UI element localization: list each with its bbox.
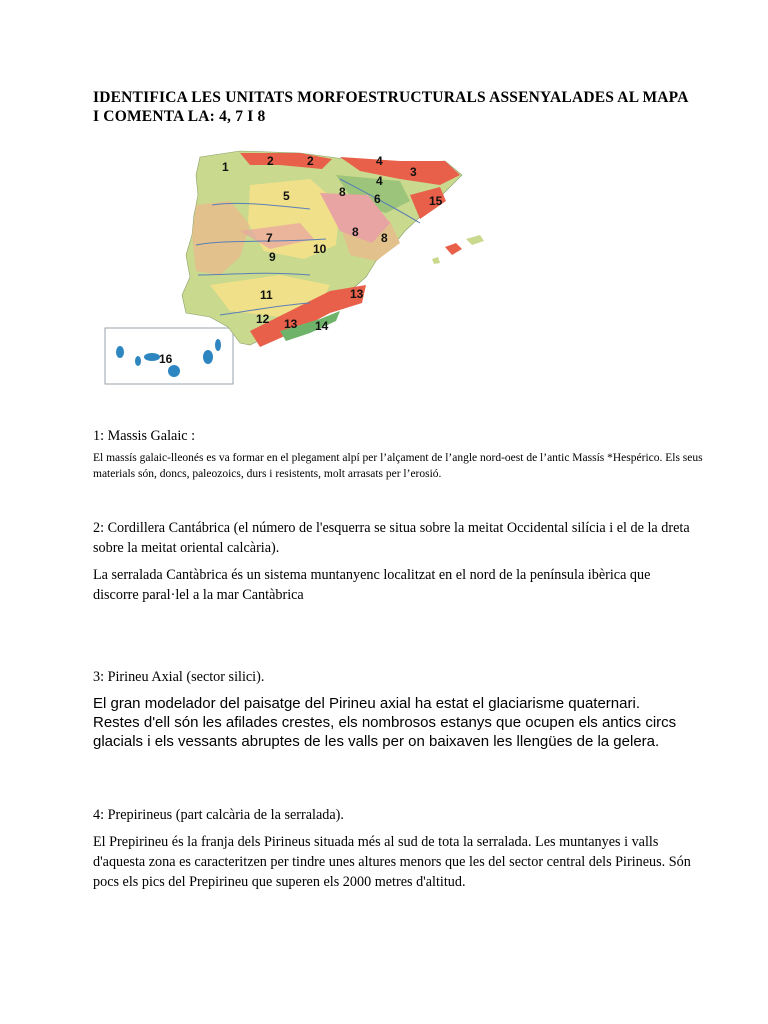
section-4-text: El Prepirineu és la franja dels Pirineus situada més al sud de tota la serralada. Les muntanyes i valls d'aquesta zona es caracteritzen per tindre unes altures menors que les del sector central dels Pirineus. Són pocs els pics del Prepirineu que superen els 2000 metres d'altitud. bbox=[93, 834, 691, 890]
label-4: 4 bbox=[376, 154, 383, 168]
label-13: 13 bbox=[350, 287, 364, 301]
label-16: 16 bbox=[159, 352, 173, 366]
label-3: 3 bbox=[410, 165, 417, 179]
label-8: 8 bbox=[352, 225, 359, 239]
page-title: IDENTIFICA LES UNITATS MORFOESTRUCTURALS ASSENYALADES AL MAPA I COMENTA LA: 4, 7 I 8 bbox=[93, 89, 688, 125]
section-2-heading: 2: Cordillera Cantábrica (el número de l'esquerra se situa sobre la meitat Occidental silícia i el de la dreta sobre la meitat oriental calcària). bbox=[93, 520, 690, 556]
label-13: 13 bbox=[284, 317, 298, 331]
section-3-text: El gran modelador del paisatge del Pirineu axial ha estat el glaciarisme quaternari. Restes d'ell són les afilades crestes, els nombrosos estanys que ocupen els antics circs glacials i els vessants abruptes de les valls per on baixaven les llengües de la gelera. bbox=[93, 695, 677, 750]
label-2: 2 bbox=[307, 154, 314, 168]
label-8: 8 bbox=[381, 231, 388, 245]
label-15: 15 bbox=[429, 194, 443, 208]
label-9: 9 bbox=[269, 250, 276, 264]
label-5: 5 bbox=[283, 189, 290, 203]
label-2: 2 bbox=[267, 154, 274, 168]
section-1-heading: 1: Massis Galaic : bbox=[93, 428, 196, 444]
label-10: 10 bbox=[313, 242, 327, 256]
section-3-heading: 3: Pirineu Axial (sector silici). bbox=[93, 669, 265, 685]
balearic-islands bbox=[445, 243, 462, 255]
label-11: 11 bbox=[260, 288, 273, 302]
label-6: 6 bbox=[374, 192, 381, 206]
section-4-heading: 4: Prepirineus (part calcària de la serralada). bbox=[93, 807, 344, 823]
label-8: 8 bbox=[339, 185, 346, 199]
label-7: 7 bbox=[266, 231, 273, 245]
morphostructural-map bbox=[100, 135, 500, 390]
label-4: 4 bbox=[376, 174, 383, 188]
label-12: 12 bbox=[256, 312, 270, 326]
section-1-text: El massís galaic-lleonés es va formar en el plegament alpí per l’alçament de l’angle nord-oest de l’antic Massís *Hespérico. Els seus materials són, doncs, paleozoics, durs i resistents, molt arrasats per l’erosió. bbox=[93, 452, 703, 480]
section-2-text: La serralada Cantàbrica és un sistema muntanyenc localitzat en el nord de la península ibèrica que discorre paral·lel a la mar Cantàbrica bbox=[93, 567, 651, 603]
label-14: 14 bbox=[315, 319, 329, 333]
label-1: 1 bbox=[222, 160, 229, 174]
